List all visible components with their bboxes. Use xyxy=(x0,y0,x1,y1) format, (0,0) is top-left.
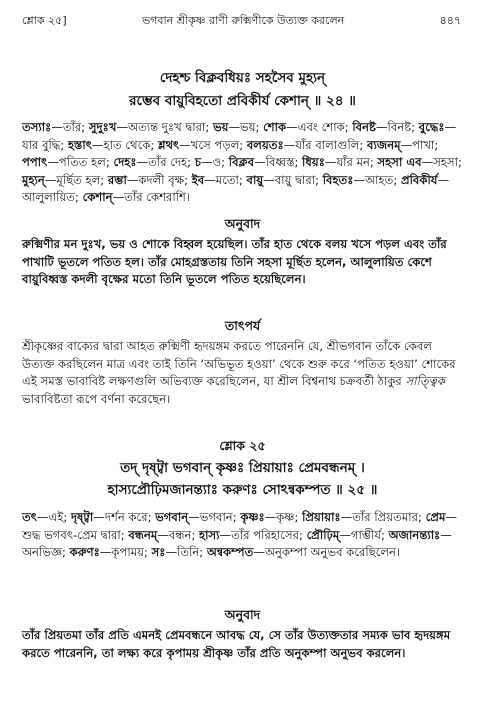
synonym-word: বিহতঃ xyxy=(322,172,354,187)
synonym-meaning: পাখা; xyxy=(412,137,439,152)
synonym-dash: — xyxy=(136,155,149,170)
synonym-dash: — xyxy=(51,120,63,134)
synonym-word: মুহ্যন্ xyxy=(22,172,45,187)
synonym-dash: — xyxy=(179,137,191,152)
synonym-meaning: দর্শন করে; xyxy=(104,510,156,524)
synonym-meaning: অত্যন্ত দুঃখ দ্বারা; xyxy=(128,120,213,134)
synonym-word: হস্তাৎ xyxy=(67,137,92,152)
synonym-meaning: বিধ্বস্ত; xyxy=(265,155,303,170)
synonym-word: প্রবিকীর্য xyxy=(400,172,438,187)
synonym-dash: — xyxy=(112,190,125,205)
verse-24-line-2: রম্ভেব বায়ুবিহতো প্রবিকীর্য কেশান্ ॥ ২৪ ॥ xyxy=(129,93,356,109)
synonym-meaning: অনুকম্পা অনুভব করেছিলেন। xyxy=(264,545,401,560)
synonym-meaning: তাঁর পরিহাসের; xyxy=(231,527,307,542)
synonym-word: ভয় xyxy=(212,120,229,134)
synonym-dash: — xyxy=(440,527,452,542)
synonym-meaning: মতো; xyxy=(215,172,247,187)
synonym-meaning: ভয়; xyxy=(240,120,264,134)
synonym-dash: — xyxy=(324,155,337,170)
synonym-meaning: পতিত হল; xyxy=(58,155,114,170)
synonym-meaning: যাঁর মন; xyxy=(336,155,378,170)
synonym-meaning: গাম্ভীর্য; xyxy=(350,527,389,542)
synonym-meaning: তাঁর প্রিয়তমার; xyxy=(352,510,426,524)
synonym-dash: — xyxy=(99,545,112,560)
synonym-dash: — xyxy=(445,510,458,524)
synonym-dash: — xyxy=(340,510,353,524)
purport-italic-term: সাত্ত্বিক xyxy=(405,374,445,389)
synonym-meaning: কদলী বৃক্ষ; xyxy=(138,172,192,187)
synonym-word: বুদ্ধেঃ xyxy=(418,120,445,134)
synonym-dash: — xyxy=(165,545,178,560)
synonym-meaning: যার বুদ্ধি; xyxy=(22,137,68,152)
synonym-dash: — xyxy=(36,510,49,524)
synonym-dash: — xyxy=(400,137,413,152)
synonym-dash: — xyxy=(263,172,275,187)
purport-text xyxy=(22,338,464,408)
synonym-meaning: আহত; xyxy=(365,172,401,187)
synonym-dash: — xyxy=(116,120,129,134)
synonym-word: ব্যজনম্ xyxy=(367,137,401,152)
synonym-dash: — xyxy=(286,120,298,134)
synonym-meaning: এবং শোক; xyxy=(297,120,353,134)
synonym-dash: — xyxy=(283,137,296,152)
synonym-word: ভগবান্ xyxy=(155,510,189,524)
synonym-meaning: মূর্ছিত হল; xyxy=(56,172,108,187)
synonym-meaning: অনভিজ্ঞ; xyxy=(22,545,70,560)
synonym-meaning: হাত থেকে; xyxy=(103,137,158,152)
synonym-meaning: সহসা; xyxy=(433,155,462,170)
synonym-word: বন্ধনম্ xyxy=(128,527,158,542)
synonym-word: শোক xyxy=(263,120,287,134)
synonym-dash: — xyxy=(228,120,241,134)
synonym-word: প্রিয়ায়াঃ xyxy=(302,510,341,524)
purport-part-2: ভাবাবিষ্টতা রূপে বর্ণনা করেছেন। xyxy=(22,391,171,406)
synonym-dash: — xyxy=(219,527,232,542)
translation-heading-25: অনুবাদ xyxy=(224,607,261,622)
synonym-word: তৎ xyxy=(22,510,37,524)
verse-25-line-2: হাস্যপ্রৌঢ়িমজানন্ত্যাঃ করুণঃ সোঽন্বকম্পত ॥ ২৫ ॥ xyxy=(107,482,378,498)
synonym-dash: — xyxy=(437,172,450,187)
synonym-meaning: ও; xyxy=(212,155,229,170)
translation-heading-24: অনুবাদ xyxy=(224,216,261,231)
verse-25-line-1: তদ্ দৃষ্ট্বা ভগবান্ কৃষ্ণঃ প্রিয়ায়াঃ প্রেমবন্ধনম্ । xyxy=(120,460,365,476)
verse-24-line-1: দেহশ্চ বিক্লবধিয়ঃ সহসৈব মুহ্যন্ xyxy=(159,70,326,86)
translation-24: রুক্মিণীর মন দুঃখ, ভয় ও শোকে বিহ্বল হয়েছিল। তাঁর হাত থেকে বলয় খসে পড়ল এবং তাঁর পাখাটি ভূতলে পতিত হল। তাঁর মোহগ্রস্ততায় তিনি সহসা মূর্ছিত হলেন, আলুলায়িত কেশে বায়ুবিধ্বস্ত কদলী বৃক্ষের মতো তিনি ভূতলে পতিত হয়েছিলেন। xyxy=(22,237,447,287)
synonym-meaning: বায়ু দ্বারা; xyxy=(274,172,323,187)
synonym-word: অন্বকম্পত xyxy=(206,545,254,560)
page-number: ৪৪৭ xyxy=(439,13,461,27)
synonym-word: শ্লথৎ xyxy=(157,137,180,152)
synonym-meaning: আলুলায়িত; xyxy=(22,190,83,205)
synonym-word: করুণঃ xyxy=(69,545,100,560)
synonym-word: চ xyxy=(194,155,202,170)
synonym-word: বায়ু xyxy=(246,172,264,187)
synonym-dash: — xyxy=(421,155,434,170)
synonym-word: দেহঃ xyxy=(113,155,137,170)
synonym-dash: — xyxy=(264,510,277,524)
synonym-dash: — xyxy=(444,120,457,134)
synonym-meaning: শুদ্ধ ভগবৎ-প্রেম দ্বারা; xyxy=(22,527,129,542)
synonym-meaning: খসে পড়ল; xyxy=(190,137,247,152)
synonym-dash: — xyxy=(188,510,200,524)
synonym-word: রম্ভা xyxy=(107,172,127,187)
synonym-word: সুদুঃখ xyxy=(88,120,117,134)
synonym-dash: — xyxy=(157,527,169,542)
synonym-meaning: তাঁর; xyxy=(62,120,89,134)
purport-heading: তাৎপর্য xyxy=(224,318,261,333)
synonym-dash: — xyxy=(91,137,104,152)
synonym-dash: — xyxy=(375,120,388,134)
synonym-word: পপাৎ xyxy=(22,155,48,170)
synonym-word: সহসা এব xyxy=(377,155,422,170)
synonym-meaning: এই; xyxy=(48,510,71,524)
synonym-dash: — xyxy=(253,545,265,560)
synonym-meaning: তিনি; xyxy=(177,545,207,560)
synonym-meaning: তাঁর দেহ; xyxy=(148,155,195,170)
purport-part-1: শ্রীকৃষ্ণের বাক্যের দ্বারা আহত রুক্মিণী হৃদয়ঙ্গম করতে পারেননি যে, শ্রীভগবান তাঁকে কেবল উত্যক্ত করছিলেন মাত্র এবং তাই তিনি ‘অভিভূত হওয়া’ থেকে শুরু করে ‘পতিত হওয়া’ শোকের এই সমস্ত ভাবাবিষ্ট লক্ষণগুলি অভিব্যক্ত করেছিলেন, যা শ্রীল বিশ্বনাথ চক্রবর্তী ঠাকুর xyxy=(22,339,456,389)
synonym-word: হাস্য xyxy=(199,527,220,542)
running-header xyxy=(22,10,461,32)
synonym-dash: — xyxy=(126,172,139,187)
synonym-meaning: যাঁর বালাগুলি; xyxy=(295,137,368,152)
synonym-word: বলয়তঃ xyxy=(246,137,284,152)
synonym-dash: — xyxy=(201,155,213,170)
synonym-word: ধিয়ঃ xyxy=(302,155,325,170)
synonym-dash: — xyxy=(93,510,105,524)
synonym-word: বিক্লব xyxy=(228,155,255,170)
synonym-word: প্রেম xyxy=(425,510,446,524)
synonym-meaning: ভগবান; xyxy=(199,510,241,524)
synonym-dash: — xyxy=(47,155,59,170)
synonym-word: প্রৌঢ়িম্ xyxy=(306,527,340,542)
header-verse-ref: শ্লোক ২৫] xyxy=(22,13,67,27)
synonym-meaning: কৃষ্ণ; xyxy=(276,510,303,524)
synonym-dash: — xyxy=(204,172,216,187)
synonyms-24 xyxy=(22,119,464,207)
synonym-dash: — xyxy=(254,155,266,170)
translation-25: তাঁর প্রিয়তমা তাঁর প্রতি এমনই প্রেমবন্ধনে আবদ্ধ যে, সে তাঁর উত্যক্ততার সম্যক ভাব হৃদয়ঙ্গম করতে পারেননি, তা লক্ষ্য করে কৃপাময় শ্রীকৃষ্ণ তাঁর প্রতি অনুকম্পা অনুভব করলেন। xyxy=(22,628,451,660)
synonym-word: দৃষ্ট্বা xyxy=(70,510,94,524)
verse-25-heading: শ্লোক ২৫ xyxy=(219,438,266,453)
synonym-meaning: বিনষ্ট; xyxy=(387,120,419,134)
synonym-word: তস্যাঃ xyxy=(22,120,52,134)
synonym-word: সঃ xyxy=(151,545,166,560)
synonym-word: ইব xyxy=(191,172,205,187)
header-chapter-title: ভগবান শ্রীকৃষ্ণ রাণী রুক্মিণীকে উত্যক্ত করলেন xyxy=(141,13,345,27)
synonym-meaning: তাঁর কেশরাশি। xyxy=(124,190,191,205)
synonym-word: কৃষ্ণঃ xyxy=(240,510,265,524)
synonyms-25 xyxy=(22,509,464,562)
synonym-word: অজানন্ত্যাঃ xyxy=(388,527,441,542)
synonym-dash: — xyxy=(353,172,366,187)
synonym-meaning: বন্ধন; xyxy=(168,527,200,542)
synonym-dash: — xyxy=(44,172,57,187)
synonym-word: কেশান্ xyxy=(82,190,113,205)
synonym-word: বিনষ্ট xyxy=(352,120,376,134)
synonym-dash: — xyxy=(339,527,351,542)
synonym-meaning: কৃপাময়; xyxy=(111,545,152,560)
